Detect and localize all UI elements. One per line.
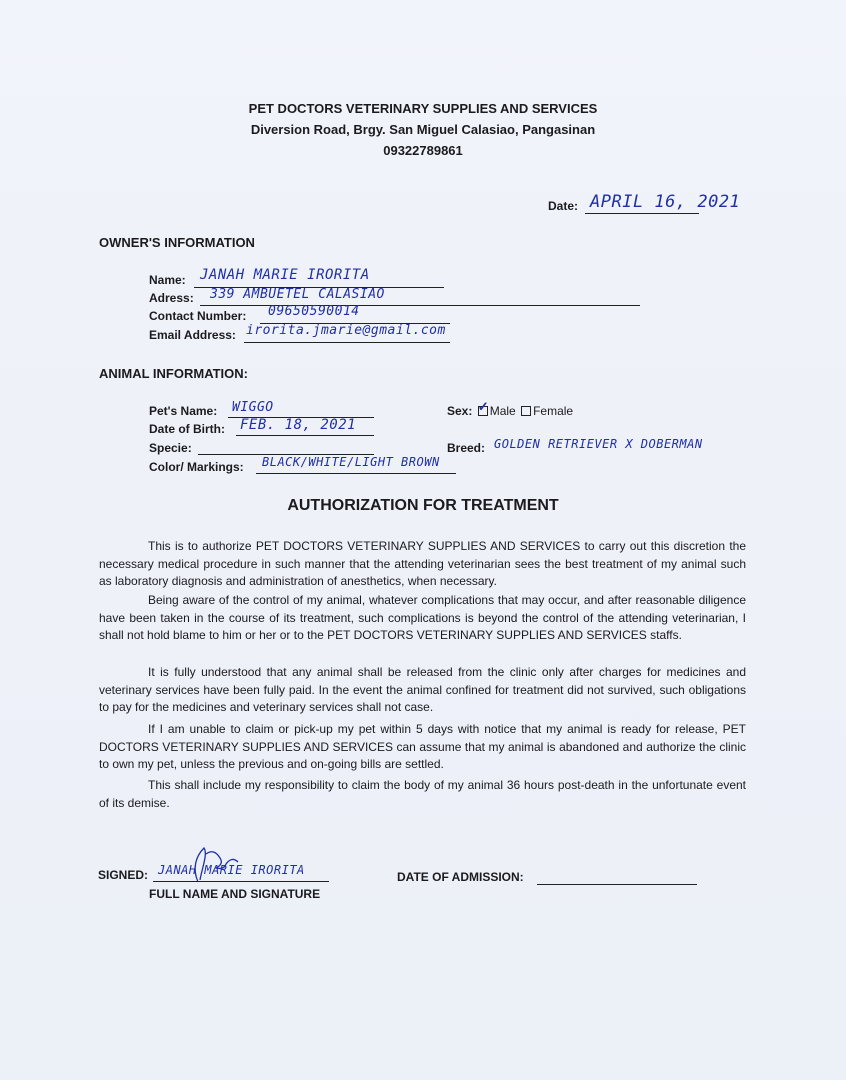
checkmark-icon: ✓ xyxy=(477,399,489,414)
color-value: BLACK/WHITE/LIGHT BROWN xyxy=(262,455,440,469)
admission-date-underline xyxy=(537,884,697,885)
signature-underline xyxy=(153,881,329,882)
owner-name-value: JANAH MARIE IRORITA xyxy=(200,267,370,283)
admission-date-label: DATE OF ADMISSION: xyxy=(397,870,524,884)
owner-email-label: Email Address: xyxy=(149,328,236,342)
owner-contact-value: 09650590014 xyxy=(268,304,360,319)
owner-contact-label: Contact Number: xyxy=(149,309,247,323)
specie-label: Specie: xyxy=(149,441,192,455)
owner-address-value: 339 AMBUETEL CALASIAO xyxy=(210,287,385,302)
animal-section-title: ANIMAL INFORMATION: xyxy=(99,366,248,381)
paragraph-2: Being aware of the control of my animal, whatever complications that may occur, and after reasonable diligence have been taken in the course of its treatment, such complications is beyond the control of the attending veterinarian, I shall not hold blame to him or her or to the PET DOCTORS VETERINARY SUPPLIES AND SERVICES staffs. xyxy=(99,593,746,642)
color-underline xyxy=(256,473,456,474)
date-label: Date: xyxy=(548,199,579,213)
company-phone: 09322789861 xyxy=(383,143,463,158)
sex-female-checkbox xyxy=(521,406,531,416)
sex-label: Sex: xyxy=(447,404,473,418)
paragraph-4: If I am unable to claim or pick-up my pet within 5 days with notice that my animal is ready for release, PET DOCTORS VETERINARY SUPPLIES AND SERVICES can assume that my animal is abandoned and authorize the clinic to own my pet, unless the previous and on-going bills are settled. xyxy=(99,722,746,771)
owner-address-underline xyxy=(200,305,640,306)
pet-name-value: WIGGO xyxy=(232,400,274,415)
breed-value: GOLDEN RETRIEVER X DOBERMAN xyxy=(494,437,703,451)
date-value: APRIL 16, 2021 xyxy=(590,192,741,212)
signature-caption: FULL NAME AND SIGNATURE xyxy=(149,887,321,901)
breed-label: Breed: xyxy=(447,441,486,455)
color-label: Color/ Markings: xyxy=(149,460,244,474)
paragraph-5: This shall include my responsibility to claim the body of my animal 36 hours post-death in the unfortunate event of its demise. xyxy=(99,778,746,810)
dob-value: FEB. 18, 2021 xyxy=(240,417,357,433)
owner-email-underline xyxy=(244,342,450,343)
sex-field xyxy=(447,399,574,418)
owner-address-label: Adress: xyxy=(149,291,194,305)
sex-female-label: Female xyxy=(533,404,574,418)
paragraph-1: This is to authorize PET DOCTORS VETERINARY SUPPLIES AND SERVICES to carry out this discretion the necessary medical procedure in such manner that the attending veterinarian sees the best treatment of my animal such as laboratory diagnosis and administration of anesthetics, when necessary. xyxy=(99,539,746,588)
owner-email-value: irorita.jmarie@gmail.com xyxy=(246,323,446,338)
signed-value: JANAH MARIE IRORITA xyxy=(158,863,305,877)
sex-male-checkbox xyxy=(477,399,489,416)
pet-name-label: Pet's Name: xyxy=(149,404,218,418)
date-underline xyxy=(585,213,699,214)
company-name: PET DOCTORS VETERINARY SUPPLIES AND SERVICES xyxy=(248,101,598,116)
dob-underline xyxy=(236,435,374,436)
sex-male-label: Male xyxy=(489,404,516,418)
authorization-title: AUTHORIZATION FOR TREATMENT xyxy=(287,497,559,514)
paragraph-3: It is fully understood that any animal shall be released from the clinic only after charges for medicines and veterinary services have been fully paid. In the event the animal confined for treatment did not survived, such obligations to pay for the medicines and veterinary services shall not case. xyxy=(99,665,746,714)
owner-section-title: OWNER'S INFORMATION xyxy=(99,235,255,250)
owner-name-label: Name: xyxy=(149,273,186,287)
signed-label: SIGNED: xyxy=(98,868,149,882)
signature-scribble xyxy=(178,842,258,892)
company-address: Diversion Road, Brgy. San Miguel Calasiao, Pangasinan xyxy=(250,122,596,137)
dob-label: Date of Birth: xyxy=(149,422,225,436)
